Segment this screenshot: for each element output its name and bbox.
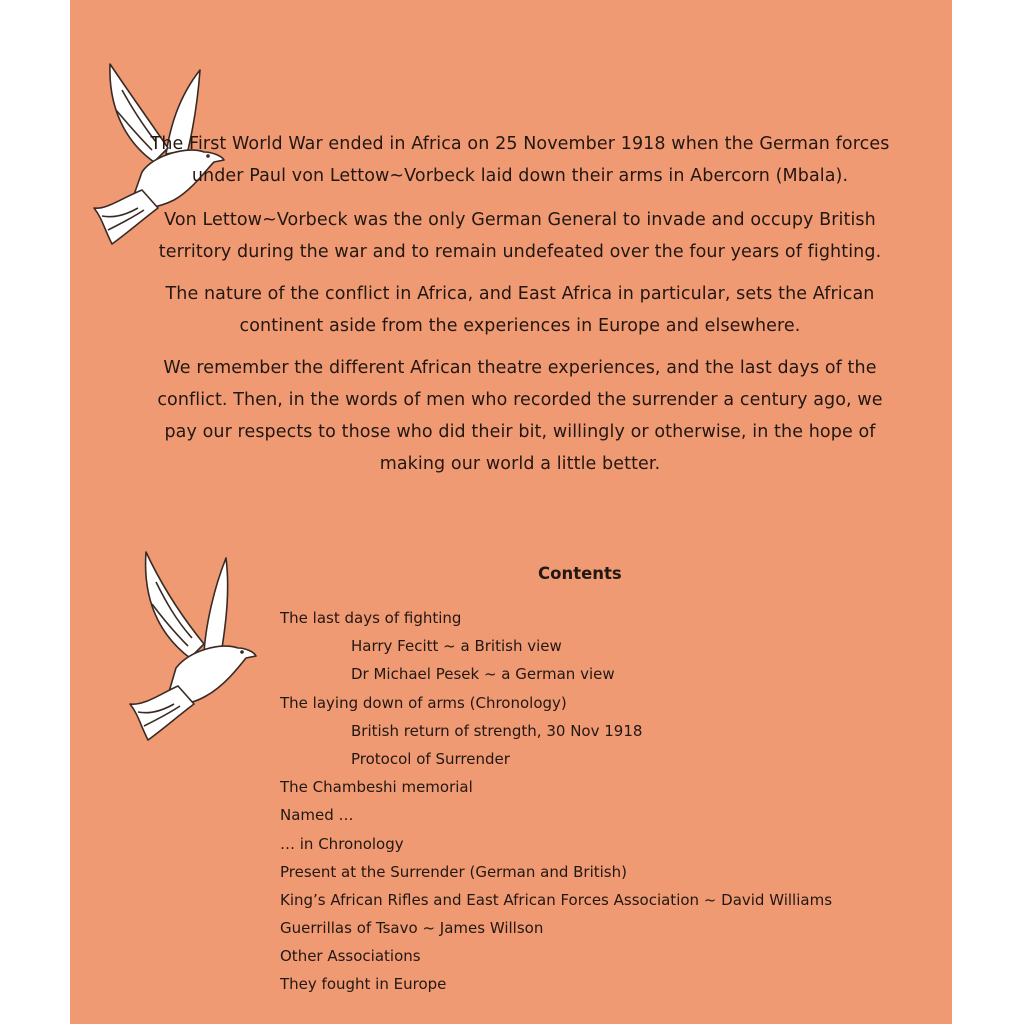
contents-item: King’s African Rifles and East African Forces Association ~ David Williams [280,890,833,909]
contents-list [280,606,940,1001]
document-page [70,0,952,1024]
contents-item: The laying down of arms (Chronology) [280,693,567,712]
contents-item: Protocol of Surrender [351,749,510,768]
contents-item: Other Associations [280,947,421,966]
dove-icon [122,548,258,744]
intro-paragraph: We remember the different African theatre experiences, and the last days of the conflict. Then, in the words of men who recorded the surrender a century ago, we pay our respects to those who did their bit, willingly or otherwise, in the hope of making our world a little better. [157,358,883,474]
contents-item: Dr Michael Pesek ~ a German view [351,665,615,684]
contents-item: They fought in Europe [280,975,447,994]
contents-item: British return of strength, 30 Nov 1918 [351,721,643,740]
intro-paragraph: The First World War ended in Africa on 25 November 1918 when the German forces under Paul von Lettow~Vorbeck laid down their arms in Abercorn (Mbala). [150,134,890,186]
intro-paragraph: Von Lettow~Vorbeck was the only German General to invade and occupy British territory during the war and to remain undefeated over the four years of fighting. [158,210,882,262]
contents-item: The last days of fighting [280,609,462,627]
contents-item: Named … [280,806,354,825]
contents-heading: Contents [538,564,622,583]
intro-paragraph: The nature of the conflict in Africa, and East Africa in particular, sets the African continent aside from the experiences in Europe and elsewhere. [165,284,875,336]
contents-item: … in Chronology [280,834,404,853]
intro-text [150,128,890,490]
contents-item: The Chambeshi memorial [280,778,473,797]
contents-item: Harry Fecitt ~ a British view [351,637,562,656]
contents-item: Guerrillas of Tsavo ~ James Willson [280,919,544,938]
contents-item: Present at the Surrender (German and British) [280,862,627,881]
